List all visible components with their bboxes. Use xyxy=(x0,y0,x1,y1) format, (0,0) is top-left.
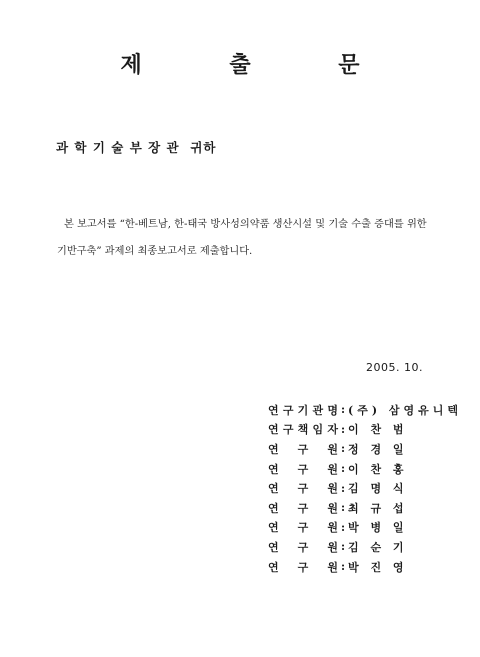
roster-role xyxy=(268,461,338,477)
roster-separator: : xyxy=(340,442,346,456)
role-character: 연 xyxy=(268,521,279,535)
roster-name: 이 찬 범 xyxy=(348,423,408,437)
researcher-roster xyxy=(268,400,462,576)
role-character: 원 xyxy=(327,521,338,535)
roster-role xyxy=(268,421,338,437)
page-title: 제 출 문 xyxy=(120,53,400,78)
roster-row xyxy=(268,400,462,420)
roster-name: 정 경 일 xyxy=(348,442,408,456)
roster-row xyxy=(268,498,462,518)
submission-date: 2005. 10. xyxy=(366,361,423,374)
submission-statement xyxy=(57,211,437,265)
roster-row xyxy=(268,518,462,538)
roster-separator: : xyxy=(340,501,346,515)
role-character: 원 xyxy=(327,462,338,476)
statement-line-1: 본 보고서를 “한-베트남, 한-태국 방사성의약품 생산시설 및 기술 수출 증대를 위한 xyxy=(64,219,427,230)
role-character: 구 xyxy=(297,501,309,515)
roster-row xyxy=(268,459,462,479)
role-character: 구 xyxy=(297,560,309,574)
statement-line-2: 기반구축” 과제의 최종보고서로 제출합니다. xyxy=(57,246,253,257)
role-character: 원 xyxy=(327,540,338,554)
roster-row xyxy=(268,537,462,557)
roster-separator: : xyxy=(340,403,346,417)
role-character: 연 xyxy=(268,462,279,476)
roster-separator: : xyxy=(340,481,346,495)
role-character: 자 xyxy=(327,423,338,437)
role-character: 연 xyxy=(268,482,279,496)
roster-separator: : xyxy=(340,560,346,574)
role-character: 연 xyxy=(268,442,279,456)
role-character: 구 xyxy=(297,482,309,496)
roster-row xyxy=(268,557,462,577)
roster-separator: : xyxy=(340,462,346,476)
roster-role xyxy=(268,441,338,457)
roster-name: 박 진 영 xyxy=(348,560,408,574)
role-character: 연 xyxy=(268,540,279,554)
roster-row xyxy=(268,478,462,498)
roster-row xyxy=(268,439,462,459)
role-character: 책 xyxy=(297,423,309,437)
roster-role xyxy=(268,519,338,535)
role-character: 구 xyxy=(282,423,294,437)
roster-name: 최 규 섭 xyxy=(348,501,408,515)
roster-name: (주) 삼영유니텍 xyxy=(348,403,462,417)
roster-name: 이 찬 홍 xyxy=(348,462,408,476)
roster-role xyxy=(268,559,338,575)
role-character: 원 xyxy=(327,560,338,574)
roster-name: 김 순 기 xyxy=(348,540,408,554)
role-character: 구 xyxy=(297,540,309,554)
role-character: 원 xyxy=(327,501,338,515)
role-character: 구 xyxy=(297,442,309,456)
role-character: 기 xyxy=(297,403,309,417)
roster-row xyxy=(268,420,462,440)
roster-separator: : xyxy=(340,540,346,554)
role-character: 원 xyxy=(327,482,338,496)
roster-name: 박 병 일 xyxy=(348,521,408,535)
role-character: 원 xyxy=(327,442,338,456)
roster-separator: : xyxy=(340,422,346,436)
role-character: 연 xyxy=(268,501,279,515)
role-character: 구 xyxy=(297,521,309,535)
roster-role xyxy=(268,402,338,418)
role-character: 연 xyxy=(268,403,279,417)
role-character: 연 xyxy=(268,560,279,574)
roster-role xyxy=(268,500,338,516)
roster-separator: : xyxy=(340,520,346,534)
role-character: 구 xyxy=(297,462,309,476)
role-character: 연 xyxy=(268,423,279,437)
role-character: 관 xyxy=(312,403,324,417)
roster-role xyxy=(268,480,338,496)
roster-role xyxy=(268,539,338,555)
addressee-line: 과 학 기 술 부 장 관 귀하 xyxy=(56,140,217,155)
role-character: 명 xyxy=(327,403,338,417)
roster-name: 김 명 식 xyxy=(348,482,408,496)
role-character: 구 xyxy=(282,403,294,417)
role-character: 임 xyxy=(312,423,324,437)
